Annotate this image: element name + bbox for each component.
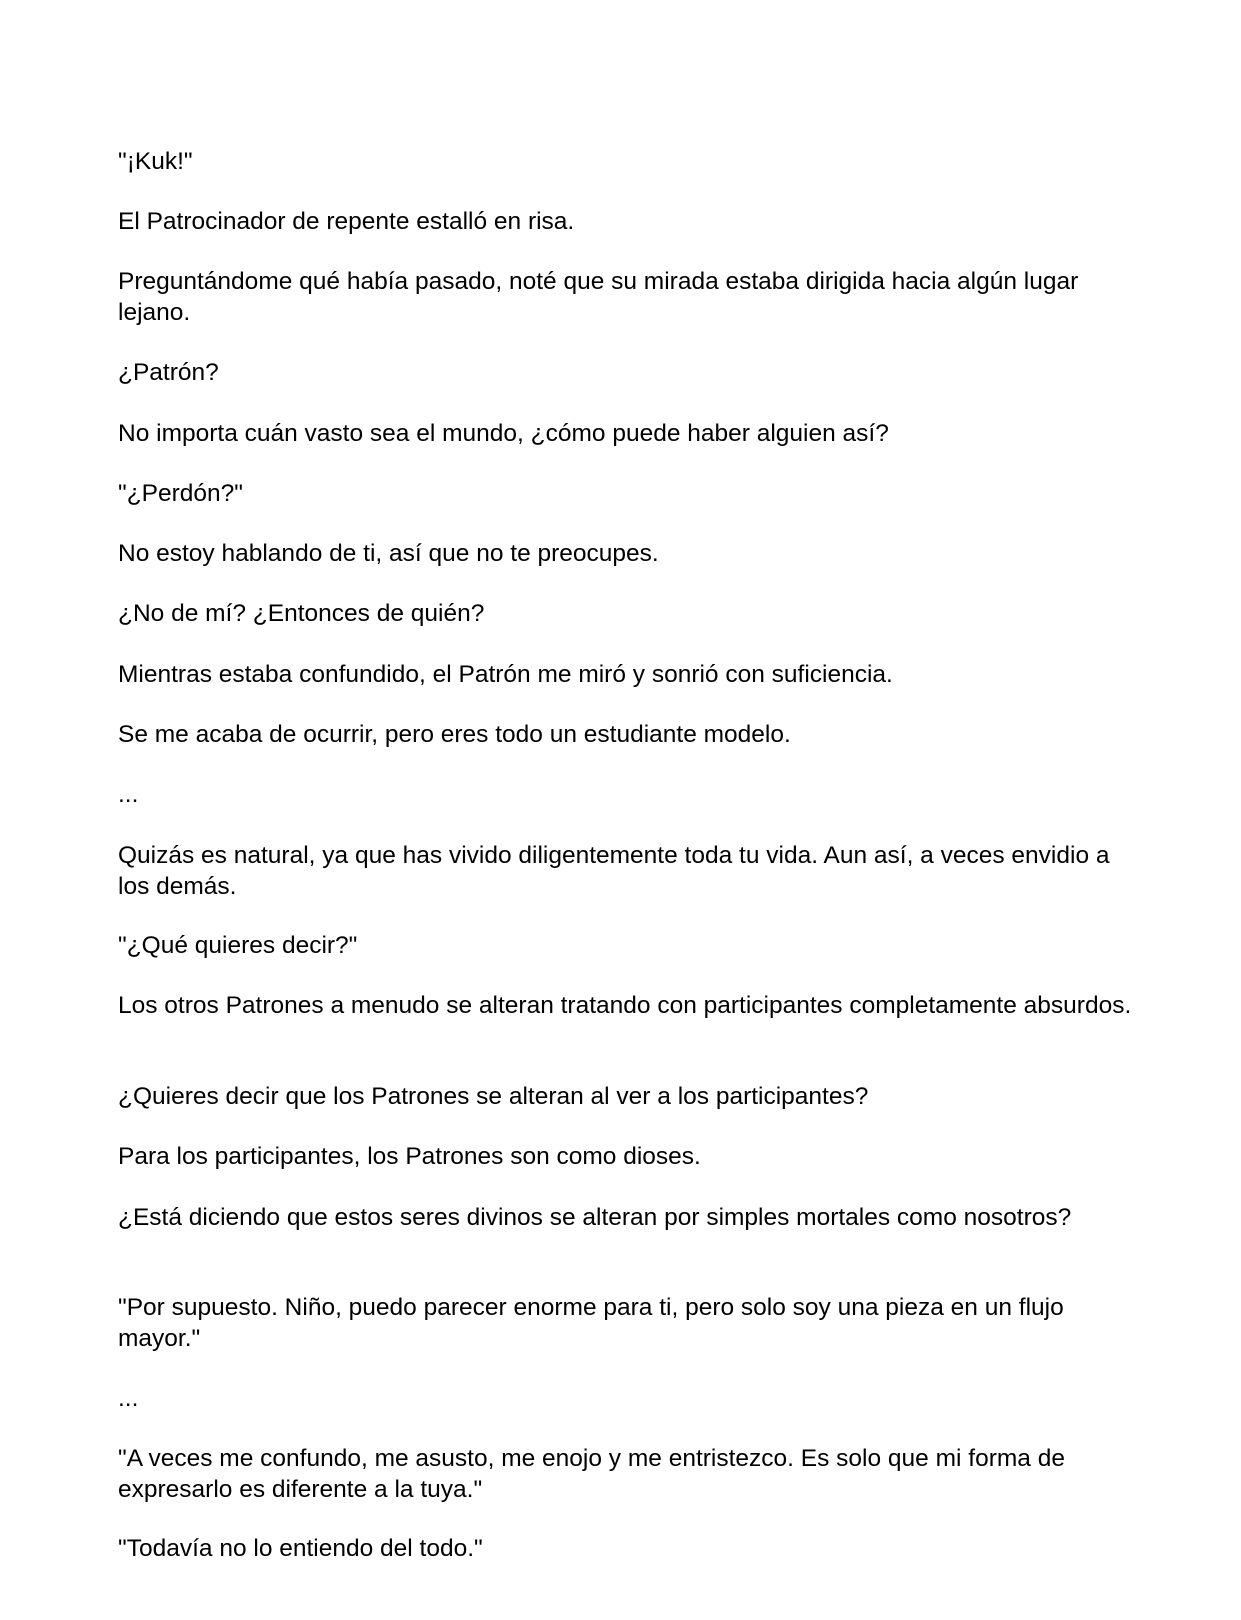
paragraph: No estoy hablando de ti, así que no te preocupes. — [118, 540, 659, 567]
paragraph: Mientras estaba confundido, el Patrón me miró y sonrió con suficiencia. — [118, 661, 893, 688]
paragraph: ¿Quieres decir que los Patrones se alteran al ver a los participantes? — [118, 1083, 869, 1110]
paragraph: ¿Patrón? — [118, 359, 219, 386]
paragraph: Para los participantes, los Patrones son como dioses. — [118, 1143, 701, 1170]
paragraph: Los otros Patrones a menudo se alteran tratando con participantes completamente absurdos. — [118, 992, 1132, 1019]
paragraph: "A veces me confundo, me asusto, me enojo y me entristezco. Es solo que mi forma de expresarlo es diferente a la tuya." — [118, 1445, 1065, 1503]
paragraph: El Patrocinador de repente estalló en risa. — [118, 208, 575, 235]
paragraph: ... — [118, 781, 139, 808]
paragraph: "Todavía no lo entiendo del todo." — [118, 1535, 483, 1562]
paragraph: "¿Perdón?" — [118, 480, 243, 507]
paragraph: Preguntándome qué había pasado, noté que su mirada estaba dirigida hacia algún lugar lejano. — [118, 268, 1079, 326]
paragraph: No importa cuán vasto sea el mundo, ¿cómo puede haber alguien así? — [118, 420, 889, 447]
paragraph: Se me acaba de ocurrir, pero eres todo un estudiante modelo. — [118, 721, 791, 748]
paragraph: "¿Qué quieres decir?" — [118, 932, 358, 959]
paragraph: ¿Está diciendo que estos seres divinos se alteran por simples mortales como nosotros? — [118, 1204, 1072, 1231]
paragraph: ¿No de mí? ¿Entonces de quién? — [118, 600, 485, 627]
paragraph: Quizás es natural, ya que has vivido diligentemente toda tu vida. Aun así, a veces envidio a los demás. — [118, 842, 1110, 900]
paragraph: "¡Kuk!" — [118, 148, 193, 175]
paragraph: ... — [118, 1385, 139, 1412]
paragraph: "Por supuesto. Niño, puedo parecer enorme para ti, pero solo soy una pieza en un flujo mayor." — [118, 1294, 1064, 1352]
